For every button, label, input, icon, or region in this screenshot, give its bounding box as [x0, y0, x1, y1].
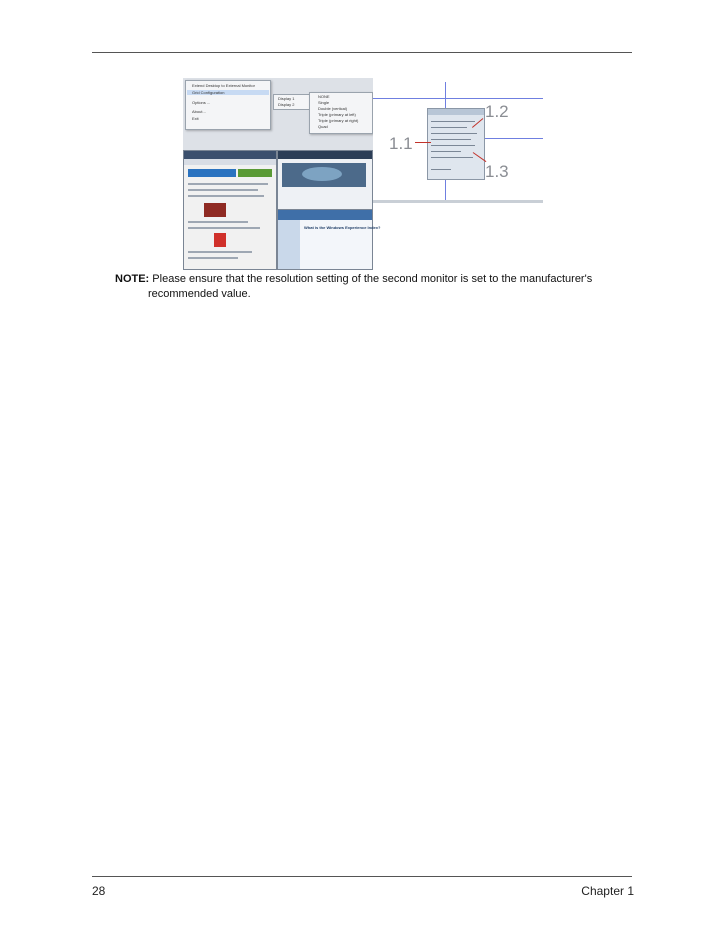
- help-title-bar: [278, 210, 372, 220]
- dialog-line: [431, 127, 467, 128]
- layout-submenu: [309, 92, 373, 134]
- grid-configuration-figure: [183, 78, 543, 268]
- grid-line: [373, 98, 543, 99]
- menu-item-exit: Exit: [192, 116, 199, 121]
- text-line: [188, 183, 268, 185]
- footer-rule: [92, 876, 632, 877]
- window-title-bar: [278, 151, 372, 159]
- browser-green-panel: [238, 169, 272, 177]
- chapter-label: Chapter 1: [581, 884, 634, 898]
- menu-item-options: Options ...: [192, 100, 211, 105]
- help-screenshot: [277, 209, 381, 270]
- dialog-line: [431, 133, 477, 134]
- dialog-line: [431, 145, 475, 146]
- note-paragraph: [115, 272, 615, 302]
- welcome-logo: [302, 167, 342, 181]
- menu-item-extend: Extend Desktop to External Monitor: [192, 83, 255, 88]
- note-text-line1: Please ensure that the resolution setting of the second monitor is set to the manufacturer's: [152, 273, 593, 285]
- properties-dialog: [427, 108, 485, 180]
- layout-double: Double (vertical): [318, 106, 348, 111]
- note-label: NOTE:: [115, 273, 150, 285]
- help-heading: What is the Windows Experience Index?: [304, 225, 381, 230]
- callout-1-1: 1.1: [389, 134, 413, 153]
- dialog-line: [431, 151, 461, 152]
- menu-item-about: About...: [192, 109, 206, 114]
- text-line: [188, 189, 258, 191]
- layout-triple-left: Triple (primary at left): [318, 112, 356, 117]
- dialog-title-bar: [428, 109, 484, 115]
- callout-1-3: 1.3: [485, 162, 509, 181]
- layout-quad: Quad: [318, 124, 328, 129]
- callout-1-2: 1.2: [485, 102, 509, 121]
- browser-title-bar: [184, 151, 276, 159]
- browser-image: [204, 203, 226, 217]
- welcome-center-screenshot: [277, 150, 373, 210]
- browser-screenshot: [183, 150, 277, 270]
- text-line: [188, 195, 264, 197]
- note-text-line2: recommended value.: [148, 288, 251, 300]
- layout-triple-right: Triple (primary at right): [318, 118, 359, 123]
- dialog-line: [431, 157, 473, 158]
- submenu-display-2: Display 2: [278, 102, 295, 107]
- callout-arrow: [415, 142, 431, 143]
- text-line: [188, 251, 252, 253]
- dialog-line: [431, 139, 471, 140]
- menu-item-grid: Grid Configuration: [192, 90, 225, 95]
- dialog-line: [431, 169, 451, 170]
- page-number: 28: [92, 884, 106, 898]
- layout-single: Single: [318, 100, 330, 105]
- header-rule: [92, 52, 632, 53]
- dialog-line: [431, 121, 475, 122]
- browser-banner: [188, 169, 236, 177]
- submenu-display-1: Display 1: [278, 96, 295, 101]
- layout-none: NONE: [318, 94, 330, 99]
- text-line: [188, 227, 260, 229]
- text-line: [188, 257, 238, 259]
- browser-image: [214, 233, 226, 247]
- help-sidebar: [278, 220, 300, 269]
- browser-address-bar: [184, 159, 276, 165]
- menu-screenshot: [183, 78, 378, 150]
- taskbar-strip: [373, 200, 543, 203]
- text-line: [188, 221, 248, 223]
- context-menu: [185, 80, 271, 130]
